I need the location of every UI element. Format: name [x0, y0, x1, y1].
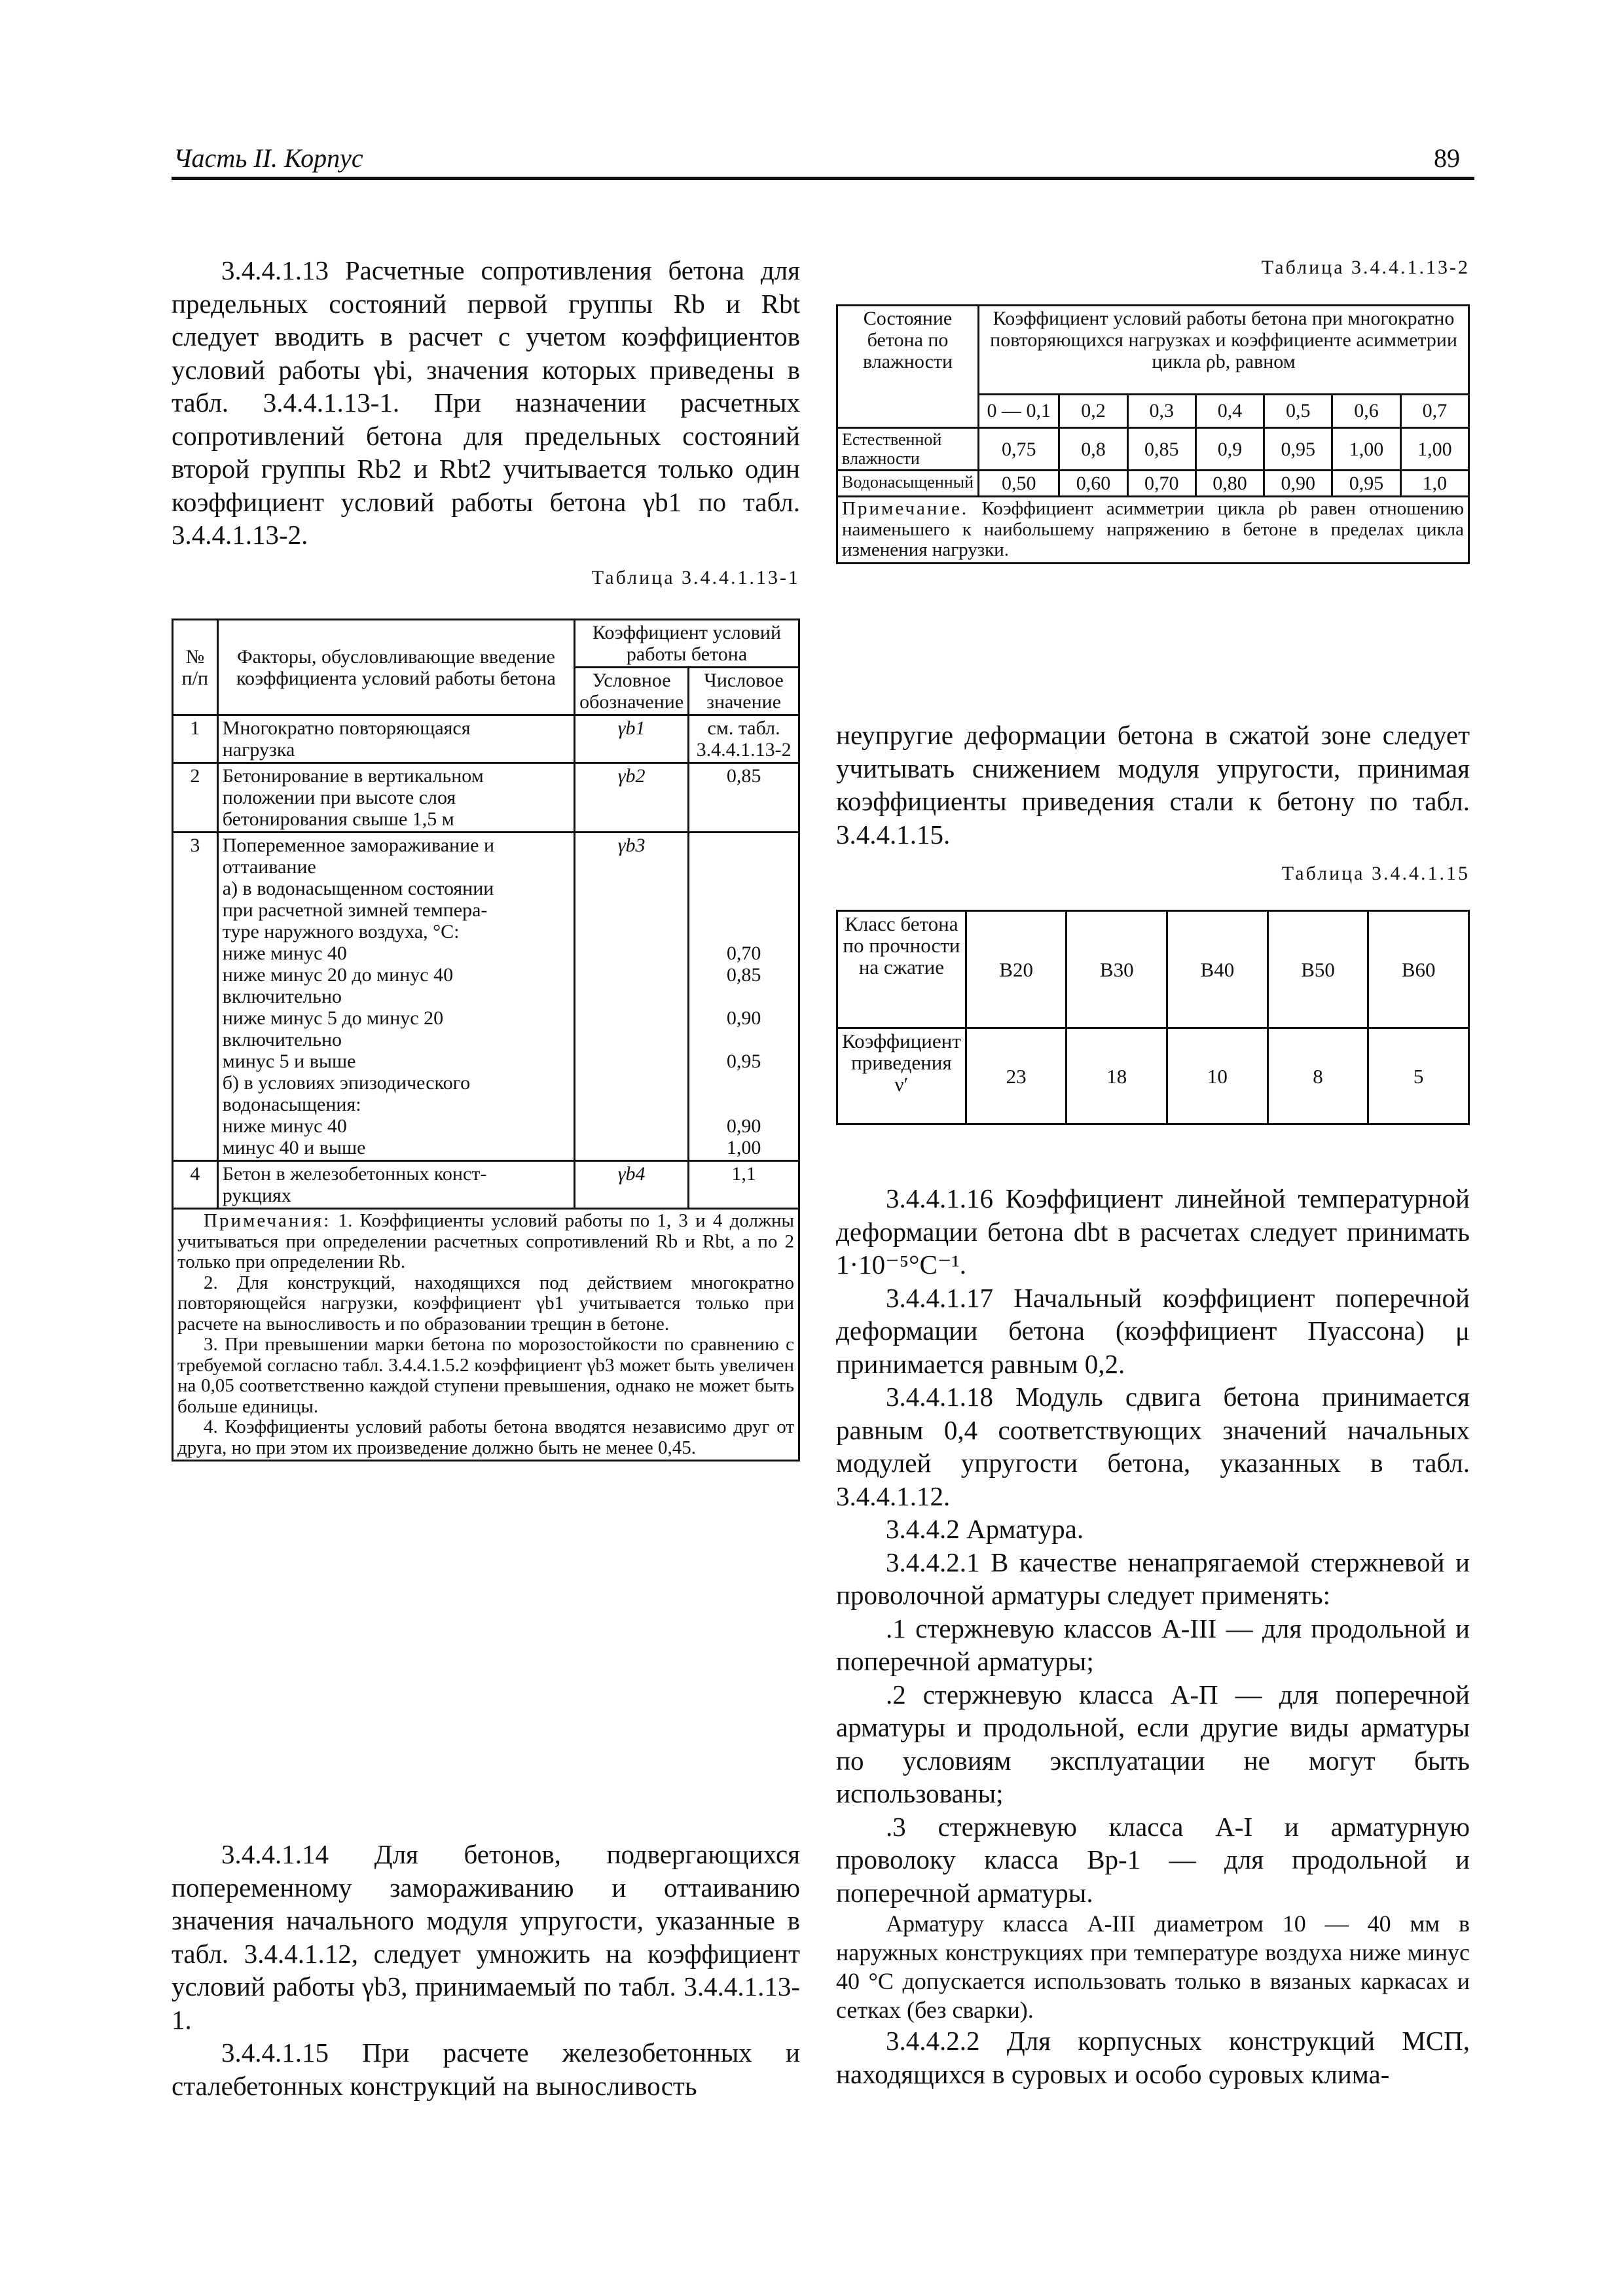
- t2-cell: 0,8: [1059, 428, 1127, 471]
- t1-factor-line: нагрузка: [222, 739, 295, 761]
- t2-col-header: 0,7: [1400, 394, 1468, 427]
- t2-cell: 0,80: [1195, 471, 1264, 497]
- t1-note-4: 4. Коэффициенты условий работы бетона вводятся независимо друг от друга, но при этом их произведение должно быть не менее 0,45.: [177, 1416, 794, 1458]
- header-rule: [172, 177, 1474, 180]
- t1-factor-line: положении при высоте слоя: [222, 787, 456, 808]
- t1-factor-line: минус 40 и выше: [222, 1137, 366, 1158]
- running-header: Часть II. Корпус: [173, 143, 363, 173]
- page-number: 89: [1434, 143, 1460, 173]
- small-print-note: Арматуру класса А-III диаметром 10 — 40 мм в наружных конструкциях при температуре воздуха ниже минус 40 °С допускается использовать только в вязаных каркасах и сетках (без сварки).: [836, 1910, 1470, 2023]
- t1-value-line: 1,00: [726, 1137, 761, 1158]
- list-item-3: .3 стержневую класса А-I и арматурную проволоку класса Вр-1 — для продольной и поперечной арматуры.: [836, 1811, 1470, 1908]
- t1-h-no: № п/п: [173, 620, 218, 715]
- t2-cell: 1,00: [1400, 428, 1468, 471]
- paragraph-3-4-4-1-16: 3.4.4.1.16 Коэффициент линейной температурной деформации бетона dbt в расчетах следует принимать 1·10⁻⁵°С⁻¹.: [836, 1183, 1470, 1280]
- t2-cell: 0,95: [1332, 471, 1400, 497]
- t1-note-2: 2. Для конструкций, находящихся под действием многократно повторяющейся нагрузки, коэффициент γb1 учитывается только при расчете на выносливость и по образовании трещин в бетоне.: [177, 1272, 794, 1335]
- t2-body: [837, 428, 1469, 497]
- t2-col-header: 0,6: [1332, 394, 1400, 427]
- table-3-4-4-1-13-2: [836, 304, 1470, 564]
- paragraph-3-4-4-2: 3.4.4.2 Арматура.: [886, 1514, 1084, 1544]
- t1-factor-line: включительно: [222, 986, 342, 1007]
- list-item-1: .1 стержневую классов А-III — для продольной и поперечной арматуры;: [836, 1613, 1470, 1676]
- t1-factor-line: минус 5 и выше: [222, 1050, 356, 1072]
- paragraphs-14-15: [172, 1838, 800, 2102]
- t2-row: [837, 428, 1469, 471]
- t1-value-line: 0,85: [726, 765, 761, 787]
- t2-cell: 0,70: [1127, 471, 1195, 497]
- t3-class: В60: [1368, 911, 1469, 1028]
- t1-value-line: [693, 1094, 794, 1115]
- t1-row-symbol: γb2: [575, 763, 689, 833]
- t3-value: 8: [1267, 1028, 1368, 1124]
- table1-caption-text: Таблица 3.4.4.1.13-1: [591, 567, 800, 588]
- t3-value: 18: [1067, 1028, 1167, 1124]
- t1-row-factor: [217, 763, 574, 833]
- t1-value-line: [693, 1072, 794, 1094]
- t1-value-line: [693, 1029, 794, 1050]
- t2-col-header: 0,3: [1127, 394, 1195, 427]
- t1-row-value: [689, 833, 799, 1161]
- t2-cell: 0,85: [1127, 428, 1195, 471]
- t2-row-state: Водонасыщенный: [837, 471, 979, 497]
- t1-factor-line: ниже минус 20 до минус 40: [222, 964, 454, 986]
- t1-value-line: 0,95: [726, 1050, 761, 1072]
- list-item-2: .2 стержневую класса А-П — для поперечной арматуры и продольной, если другие виды арматуры по условиям эксплуатации не могут быть использованы;: [836, 1679, 1470, 1808]
- t1-value-line: 0,90: [726, 1007, 761, 1029]
- t1-value-line: 0,85: [726, 964, 761, 986]
- paragraph-3-4-4-1-13: [172, 254, 800, 552]
- t1-notes-title: Примечания:: [204, 1210, 331, 1231]
- t1-note-3: 3. При превышении марки бетона по морозостойкости по сравнению с требуемой согласно табл. 3.4.4.1.5.2 коэффициент γb3 может быть увеличен на 0,05 соответственно каждой ступени превышения, однако не может быть больше единицы.: [177, 1334, 794, 1417]
- t2-cell: 0,9: [1195, 428, 1264, 471]
- t1-row-value: [689, 1161, 799, 1209]
- t1-h-factors: Факторы, обусловливающие введение коэффициента условий работы бетона: [217, 620, 574, 715]
- para-cont: неупругие деформации бетона в сжатой зоне следует учитывать снижением модуля упругости, принимая коэффициенты приведения стали к бетону по табл. 3.4.4.1.15.: [836, 720, 1470, 850]
- t1-row-value: [689, 715, 799, 763]
- t1-factor-line: Попеременное замораживание и: [222, 834, 495, 856]
- t1-row: [173, 1161, 799, 1209]
- t1-row-no: 4: [173, 1161, 218, 1209]
- t2-row: [837, 471, 1469, 497]
- t1-factor-line: ниже минус 40: [222, 1115, 347, 1137]
- t1-value-line: [693, 921, 794, 942]
- paragraphs-16-to-4422: [836, 1182, 1470, 2090]
- t1-value-line: см. табл.: [707, 717, 780, 739]
- t2-col-header: 0 — 0,1: [979, 394, 1059, 427]
- t3-class: В20: [966, 911, 1067, 1028]
- paragraph-continuation: [836, 719, 1470, 851]
- t1-value-line: [693, 834, 794, 856]
- t1-row-symbol: γb4: [575, 1161, 689, 1209]
- t1-h-coef: Коэффициент условий работы бетона: [575, 620, 799, 668]
- paragraph-3-4-4-1-14: 3.4.4.1.14 Для бетонов, подвергающихся попеременному замораживанию и оттаиванию значения начального модуля упругости, указанные в табл. 3.4.4.1.12, следует умножить на коэффициент условий работы γb3, принимаемый по табл. 3.4.4.1.13-1.: [172, 1839, 800, 2035]
- t1-row-symbol: γb1: [575, 715, 689, 763]
- table-3-4-4-1-13-1: [172, 619, 800, 1462]
- t1-factor-line: водонасыщения:: [222, 1094, 361, 1115]
- t1-row-factor: [217, 833, 574, 1161]
- t1-factor-line: туре наружного воздуха, °С:: [222, 921, 460, 942]
- t1-notes: [173, 1209, 799, 1461]
- t1-row: [173, 833, 799, 1161]
- t1-factor-line: ниже минус 40: [222, 942, 347, 964]
- t3-value: 5: [1368, 1028, 1469, 1124]
- table2-caption-text: Таблица 3.4.4.1.13-2: [1261, 257, 1470, 278]
- t1-body: [173, 715, 799, 1209]
- t1-value-line: [693, 878, 794, 899]
- table-3-4-4-1-15: [836, 910, 1470, 1125]
- t2-col-header: 0,5: [1264, 394, 1332, 427]
- t1-factor-line: включительно: [222, 1029, 342, 1050]
- t1-factor-line: Бетон в железобетонных конст-: [222, 1163, 487, 1185]
- t1-row-no: 3: [173, 833, 218, 1161]
- t3-row1-label: Класс бетона по прочности на сжатие: [837, 911, 966, 1028]
- t1-note-1: 1. Коэффициенты условий работы по 1, 3 и 4 должны учитываться при определении расчетных сопротивлений Rb и Rbt, а по 2 только при определении Rb.: [177, 1210, 794, 1272]
- t2-cell: 0,60: [1059, 471, 1127, 497]
- paragraph-3-4-4-2-1: 3.4.4.2.1 В качестве ненапрягаемой стержневой и проволочной арматуры следует применять:: [836, 1547, 1470, 1610]
- t1-value-line: 0,70: [726, 942, 761, 964]
- t2-cell: 1,00: [1332, 428, 1400, 471]
- t1-h-value: Числовое значение: [689, 668, 799, 715]
- t2-note-text: Коэффициент асимметрии цикла ρb равен отношению наименьшего к наибольшему напряжению в бетоне в пределах цикла изменения нагрузки.: [842, 498, 1465, 560]
- t1-factor-line: бетонирования свыше 1,5 м: [222, 808, 454, 830]
- t2-cell: 0,50: [979, 471, 1059, 497]
- t2-col-header: 0,2: [1059, 394, 1127, 427]
- t2-cell: 0,95: [1264, 428, 1332, 471]
- t1-row: [173, 715, 799, 763]
- t1-value-line: [693, 986, 794, 1007]
- t3-value: 23: [966, 1028, 1067, 1124]
- table2-caption: [836, 257, 1470, 279]
- t3-class: В30: [1067, 911, 1167, 1028]
- t3-value: 10: [1167, 1028, 1268, 1124]
- t2-h-coef: Коэффициент условий работы бетона при многократно повторяющихся нагрузках и коэффициенте асимметрии цикла ρb, равном: [979, 306, 1469, 395]
- t1-value-line: 1,1: [731, 1163, 756, 1185]
- table3-caption: [836, 863, 1470, 885]
- t2-note-title: Примечание.: [842, 498, 969, 519]
- t1-row: [173, 763, 799, 833]
- t1-factor-line: ниже минус 5 до минус 20: [222, 1007, 444, 1029]
- t2-row-state: Естественной влажности: [837, 428, 979, 471]
- t1-row-no: 2: [173, 763, 218, 833]
- t1-factor-line: б) в условиях эпизодического: [222, 1072, 471, 1094]
- t1-factor-line: при расчетной зимней темпера-: [222, 899, 488, 921]
- t2-h-state: Состояние бетона по влажности: [837, 306, 979, 428]
- t3-row2-label: Коэффициент приведения ν′: [837, 1028, 966, 1124]
- paragraph-3-4-4-1-17: 3.4.4.1.17 Начальный коэффициент поперечной деформации бетона (коэффициент Пуассона) μ принимается равным 0,2.: [836, 1282, 1470, 1379]
- t1-value-line: 3.4.4.1.13-2: [696, 739, 792, 761]
- paragraph-3-4-4-1-15: 3.4.4.1.15 При расчете железобетонных и сталебетонных конструкций на выносливость: [172, 2037, 800, 2101]
- t1-row-symbol: γb3: [575, 833, 689, 1161]
- t1-factor-line: Многократно повторяющаяся: [222, 717, 471, 739]
- t2-cell: 0,75: [979, 428, 1059, 471]
- t2-col-header: 0,4: [1195, 394, 1264, 427]
- paragraph-3-4-4-1-18: 3.4.4.1.18 Модуль сдвига бетона принимается равным 0,4 соответствующих значений начальных модулей упругости бетона, указанных в табл. 3.4.4.1.12.: [836, 1382, 1470, 1511]
- t3-class: В50: [1267, 911, 1368, 1028]
- t3-row-coef: [837, 1028, 1469, 1124]
- table3-caption-text: Таблица 3.4.4.1.15: [1281, 863, 1470, 884]
- t1-row-factor: [217, 1161, 574, 1209]
- t1-factor-line: Бетонирование в вертикальном: [222, 765, 484, 787]
- t1-row-value: [689, 763, 799, 833]
- t2-note: [837, 497, 1469, 564]
- t1-factor-line: оттаивание: [222, 856, 316, 878]
- t1-row-factor: [217, 715, 574, 763]
- t1-value-line: [693, 856, 794, 878]
- t3-row-class: [837, 911, 1469, 1028]
- t1-factor-line: рукциях: [222, 1185, 291, 1206]
- t1-value-line: [693, 899, 794, 921]
- t1-h-symbol: Условное обозначение: [575, 668, 689, 715]
- para-text: 3.4.4.1.13 Расчетные сопротивления бетона для предельных состояний первой группы Rb и Rbt следует вводить в расчет с учетом коэффициентов условий работы γbi, значения которых приведены в табл. 3.4.4.1.13-1. При назначении расчетных сопротивлений бетона для предельных состояний второй группы Rb2 и Rbt2 учитывается только один коэффициент условий работы бетона γb1 по табл. 3.4.4.1.13-2.: [172, 255, 800, 550]
- t2-cell: 1,0: [1400, 471, 1468, 497]
- t1-factor-line: а) в водонасыщенном состоянии: [222, 878, 494, 899]
- t1-value-line: 0,90: [726, 1115, 761, 1137]
- t3-class: В40: [1167, 911, 1268, 1028]
- t2-cell: 0,90: [1264, 471, 1332, 497]
- table1-caption: [172, 567, 800, 589]
- t1-row-no: 1: [173, 715, 218, 763]
- paragraph-3-4-4-2-2: 3.4.4.2.2 Для корпусных конструкций МСП, находящихся в суровых и особо суровых клима-: [836, 2026, 1470, 2089]
